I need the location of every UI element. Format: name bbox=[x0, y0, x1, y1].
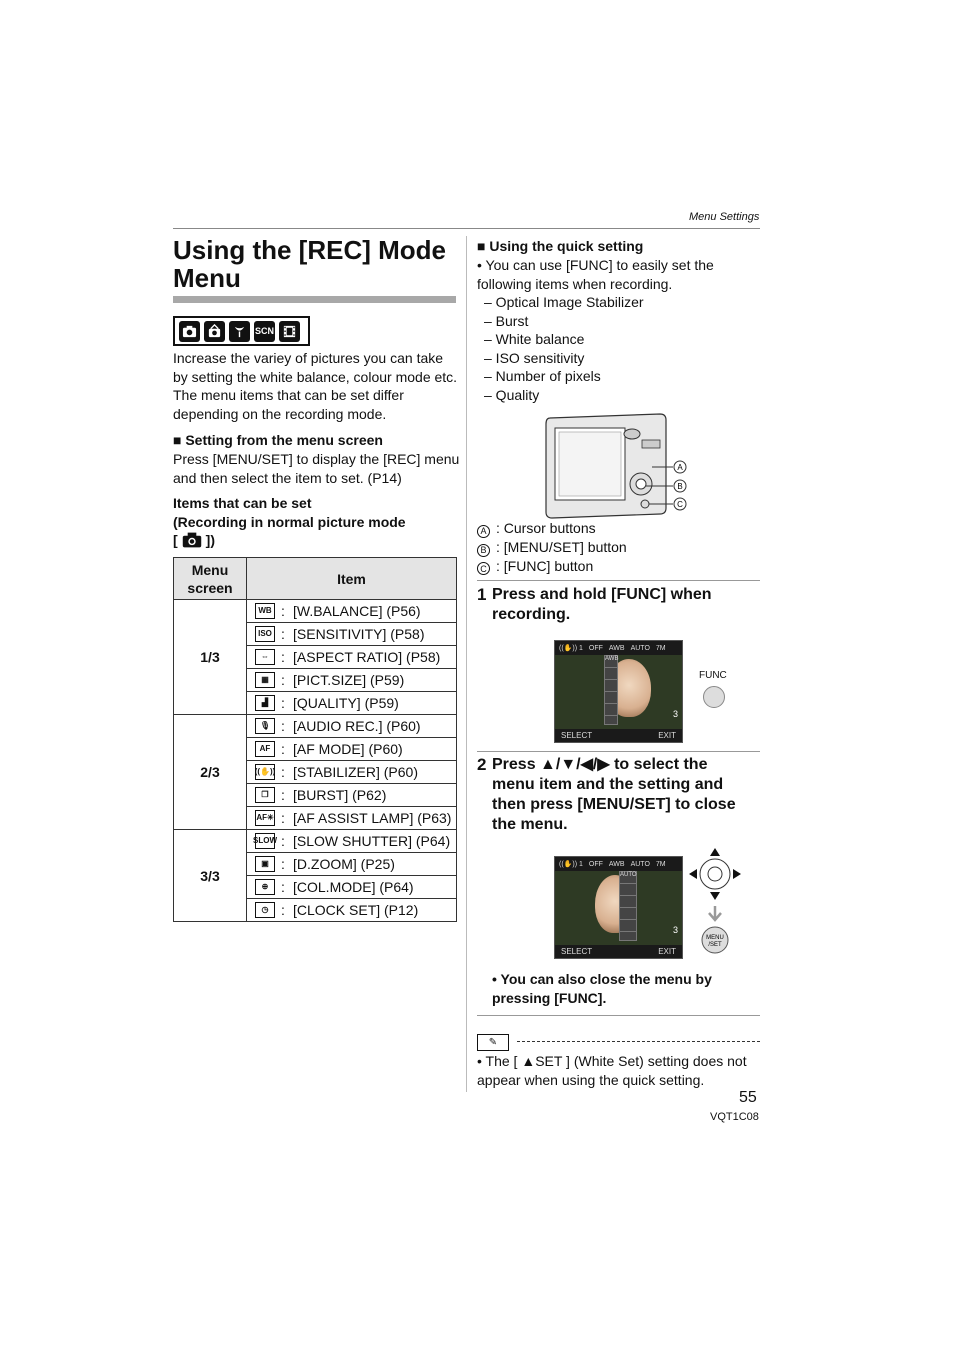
recording-mode-icons bbox=[173, 316, 310, 346]
menu-item-label: [STABILIZER] (P60) bbox=[293, 764, 418, 780]
motion-picture-mode-icon bbox=[279, 321, 300, 342]
menu-item-cell: ◷ : [CLOCK SET] (P12) bbox=[247, 899, 457, 922]
note-pencil-icon: ✎ bbox=[477, 1034, 509, 1051]
menu-screen-body: Press [MENU/SET] to display the [REC] menu and then select the item to set. (P14) bbox=[173, 451, 460, 486]
screen-submenu: AUTO bbox=[619, 871, 637, 941]
callout-c-label: C bbox=[677, 500, 683, 509]
down-arrow-icon bbox=[709, 906, 721, 920]
header-rule bbox=[173, 228, 760, 229]
step-2: 2 Press ▲/▼/◀/▶ to select the menu item and the setting and then press [MENU/SET] to close the menu. bbox=[477, 755, 736, 833]
list-item: – ISO sensitivity bbox=[484, 349, 585, 366]
func-label: FUNC bbox=[699, 670, 727, 681]
menu-item-cell: ▟ : [QUALITY] (P59) bbox=[247, 692, 457, 715]
divider bbox=[477, 1015, 760, 1016]
macro-mode-icon bbox=[229, 321, 250, 342]
note-dashed-line bbox=[517, 1041, 760, 1042]
menu-item-label: [CLOCK SET] (P12) bbox=[293, 902, 419, 918]
arrow-up-icon bbox=[710, 848, 720, 856]
func-button-icon bbox=[703, 686, 725, 708]
quick-setting-intro: • You can use [FUNC] to easily set the following items when recording. bbox=[477, 257, 714, 292]
quick-setting-list bbox=[477, 256, 760, 404]
arrow-down-icon bbox=[710, 892, 720, 900]
column-divider bbox=[466, 236, 467, 1092]
menu-item-icon: ▣ bbox=[255, 856, 275, 872]
menu-page-cell: 3/3 bbox=[174, 830, 247, 922]
menu-item-cell: SLOW : [SLOW SHUTTER] (P64) bbox=[247, 830, 457, 853]
menu-item-cell: ((✋)) : [STABILIZER] (P60) bbox=[247, 761, 457, 784]
table-row bbox=[174, 600, 457, 623]
list-item: – Number of pixels bbox=[484, 368, 601, 384]
screen-nav-bar: SELECT EXIT bbox=[555, 729, 682, 742]
menu-item-label: [D.ZOOM] (P25) bbox=[293, 856, 395, 872]
camera-mode-icon bbox=[182, 532, 202, 548]
menu-set-label: MENU bbox=[706, 935, 724, 941]
camera-mode-icon bbox=[179, 321, 200, 342]
menu-page-cell: 2/3 bbox=[174, 715, 247, 830]
quick-setting-heading: ■ Using the quick setting bbox=[477, 238, 644, 254]
items-heading: Items that can be set (Recording in normal picture mode [ ]) bbox=[173, 495, 406, 548]
menu-item-label: [BURST] (P62) bbox=[293, 787, 387, 803]
arrow-left-icon bbox=[689, 869, 697, 879]
menu-page-cell: 1/3 bbox=[174, 600, 247, 715]
menu-item-label: [AF MODE] (P60) bbox=[293, 741, 403, 757]
menu-item-cell: AF : [AF MODE] (P60) bbox=[247, 738, 457, 761]
table-row bbox=[174, 715, 457, 738]
divider bbox=[477, 580, 760, 581]
callout-a-label: A bbox=[677, 463, 683, 472]
list-item: – Burst bbox=[484, 312, 529, 329]
menu-screen-heading: ■ Setting from the menu screen bbox=[173, 432, 383, 448]
menu-item-icon: ISO bbox=[255, 626, 275, 642]
button-legend bbox=[477, 519, 760, 575]
step-1: 1 Press and hold [FUNC] when recording. bbox=[477, 585, 712, 623]
table-row bbox=[174, 830, 457, 853]
simple-mode-icon bbox=[204, 321, 225, 342]
legend-item: C : [FUNC] button bbox=[477, 557, 760, 576]
menu-item-icon: ((✋)) bbox=[255, 764, 275, 780]
menu-item-icon: AF bbox=[255, 741, 275, 757]
menu-item-label: [W.BALANCE] (P56) bbox=[293, 603, 421, 619]
table-header-row bbox=[174, 558, 457, 600]
menu-screen-column-header: Menu screen bbox=[174, 558, 247, 600]
cursor-and-menu-set-diagram bbox=[687, 846, 743, 956]
menu-item-icon: ▟ bbox=[255, 695, 275, 711]
menu-item-icon: ▦ bbox=[255, 672, 275, 688]
page-title: Using the [REC] Mode Menu bbox=[173, 235, 446, 293]
menu-item-icon: ❐ bbox=[255, 787, 275, 803]
menu-item-label: [QUALITY] (P59) bbox=[293, 695, 399, 711]
callout-b-label: B bbox=[677, 482, 683, 491]
legend-item: A : Cursor buttons bbox=[477, 519, 760, 538]
lcd-screen-wb-menu: ((✋)) 1 OFF AWB AUTO 7M AUTO 3 SELECT EXIT bbox=[554, 856, 683, 959]
menu-item-label: [PICT.SIZE] (P59) bbox=[293, 672, 405, 688]
lcd-screen-quick-menu: ((✋)) 1 OFF AWB AUTO 7M AWB 3 SELECT EXIT bbox=[554, 640, 683, 743]
screen-submenu: AWB bbox=[604, 655, 618, 725]
menu-item-label: [COL.MODE] (P64) bbox=[293, 879, 414, 895]
screen-status-bar: ((✋)) 1 OFF AWB AUTO 7M bbox=[555, 641, 682, 655]
menu-item-icon: ◷ bbox=[255, 902, 275, 918]
page-code: VQT1C08 bbox=[710, 1111, 759, 1123]
rec-menu-items-table bbox=[173, 557, 457, 922]
menu-item-label: [SLOW SHUTTER] (P64) bbox=[293, 833, 451, 849]
menu-item-icon: 🎙 bbox=[255, 718, 275, 734]
menu-item-cell: ▣ : [D.ZOOM] (P25) bbox=[247, 853, 457, 876]
page-number: 55 bbox=[739, 1089, 757, 1106]
divider bbox=[477, 751, 760, 752]
white-set-note: • The [ ▲SET ] (White Set) setting does not appear when using the quick setting. bbox=[477, 1053, 747, 1088]
menu-item-label: [AUDIO REC.] (P60) bbox=[293, 718, 421, 734]
camera-back-illustration bbox=[540, 410, 692, 520]
item-column-header: Item bbox=[247, 558, 457, 600]
intro-paragraph: Increase the variey of pictures you can take by setting the white balance, colour mode etc. The menu items that can be set differ depending on the recording mode. bbox=[173, 350, 458, 422]
menu-item-label: [AF ASSIST LAMP] (P63) bbox=[293, 810, 452, 826]
screen-nav-bar: SELECT EXIT bbox=[555, 945, 682, 958]
menu-item-icon: WB bbox=[255, 603, 275, 619]
section-label: Menu Settings bbox=[689, 211, 760, 223]
menu-item-label: [ASPECT RATIO] (P58) bbox=[293, 649, 441, 665]
arrow-right-icon bbox=[733, 869, 741, 879]
menu-item-cell: 🎙 : [AUDIO REC.] (P60) bbox=[247, 715, 457, 738]
svg-text:/SET: /SET bbox=[708, 942, 722, 948]
scene-mode-icon: SCN bbox=[254, 321, 275, 342]
menu-item-cell: ⊕ : [COL.MODE] (P64) bbox=[247, 876, 457, 899]
list-item: – Optical Image Stabilizer bbox=[484, 294, 644, 310]
close-menu-note: • You can also close the menu by pressing [FUNC]. bbox=[492, 971, 712, 1006]
menu-item-icon: ⇔ bbox=[255, 649, 275, 665]
menu-item-label: [SENSITIVITY] (P58) bbox=[293, 626, 425, 642]
screen-status-bar: ((✋)) 1 OFF AWB AUTO 7M bbox=[555, 857, 682, 871]
list-item: – White balance bbox=[484, 331, 585, 347]
menu-item-cell: WB : [W.BALANCE] (P56) bbox=[247, 600, 457, 623]
menu-item-icon: ⊕ bbox=[255, 879, 275, 895]
menu-item-cell: ISO : [SENSITIVITY] (P58) bbox=[247, 623, 457, 646]
title-underline-bar bbox=[173, 296, 456, 303]
legend-item: B : [MENU/SET] button bbox=[477, 538, 760, 557]
menu-item-cell: ⇔ : [ASPECT RATIO] (P58) bbox=[247, 646, 457, 669]
menu-item-cell: AF✳ : [AF ASSIST LAMP] (P63) bbox=[247, 807, 457, 830]
menu-item-icon: AF✳ bbox=[255, 810, 275, 826]
menu-item-cell: ❐ : [BURST] (P62) bbox=[247, 784, 457, 807]
menu-item-icon: SLOW bbox=[255, 833, 275, 849]
menu-item-cell: ▦ : [PICT.SIZE] (P59) bbox=[247, 669, 457, 692]
list-item: – Quality bbox=[484, 386, 540, 403]
